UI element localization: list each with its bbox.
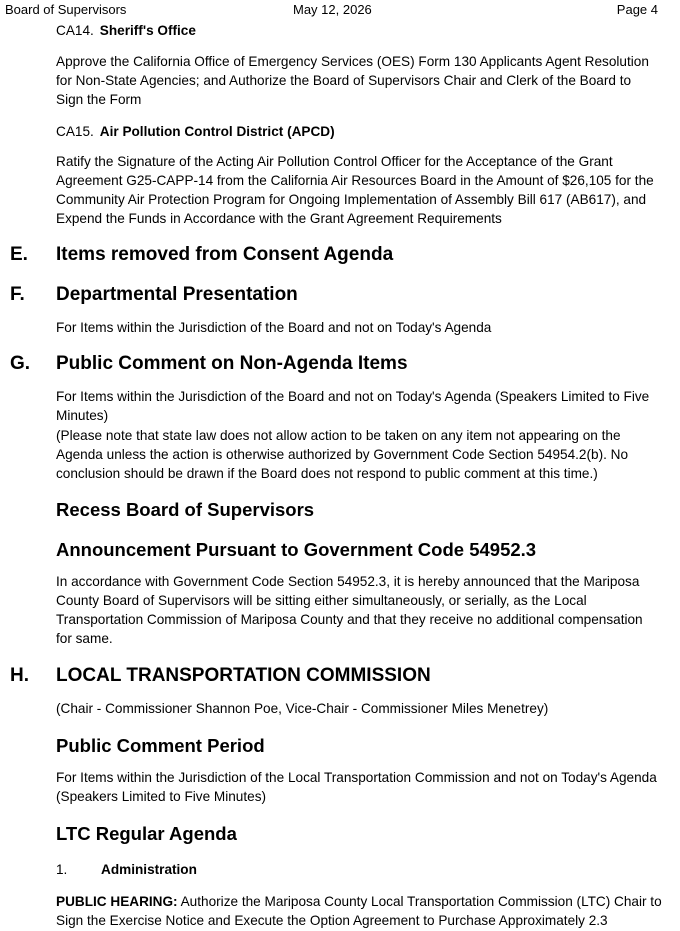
ca15-description: Ratify the Signature of the Acting Air Pollution Control Officer for the Acceptance of the Grant Agreement G25-CAPP-14 from the California Air Resources Board in the Amount of $26,105 for the Community Air Protection Program for Ongoing Implementation of Assembly Bill 617 (AB617), and Expend the Funds in Accordance with the Grant Agreement Requirements [56, 154, 654, 226]
section-e-letter: E. [10, 244, 28, 265]
section-g-title: Public Comment on Non-Agenda Items [56, 353, 408, 374]
section-e-title: Items removed from Consent Agenda [56, 244, 394, 265]
ca15-number: CA15. [56, 124, 94, 139]
ca15-heading [56, 123, 335, 141]
public-hearing-text: Authorize the Mariposa County Local Transportation Commission (LTC) Chair to Sign the Exercise Notice and Execute the Option Agreement to Purchase Approximately 2.3 [56, 894, 662, 928]
announcement-title: Announcement Pursuant to Government Code 54952.3 [56, 539, 537, 560]
ca15-department: Air Pollution Control District (APCD) [99, 124, 335, 139]
section-f-title: Departmental Presentation [56, 284, 298, 305]
ca14-number: CA14. [56, 23, 94, 38]
ltc-item-1-heading [56, 861, 197, 879]
ca14-description: Approve the California Office of Emergency Services (OES) Form 130 Applicants Agent Resolution for Non-State Agencies; and Authorize the Board of Supervisors Chair and Clerk of the Board to Sign the Form [56, 54, 649, 107]
announcement-text: In accordance with Government Code Section 54952.3, it is hereby announced that the Mariposa County Board of Supervisors will be sitting either simultaneously, or serially, as the Local Transportation Commission of Mariposa County and that they receive no additional compensation for same. [56, 574, 643, 646]
section-h-text: (Chair - Commissioner Shannon Poe, Vice-Chair - Commissioner Miles Menetrey) [56, 701, 549, 716]
ca14-department: Sheriff's Office [99, 23, 196, 38]
header-date: May 12, 2026 [293, 2, 372, 17]
section-h-letter: H. [10, 665, 29, 686]
header-page-number: Page 4 [616, 2, 658, 17]
public-hearing-label: PUBLIC HEARING: [56, 894, 178, 909]
recess-title: Recess Board of Supervisors [56, 499, 315, 520]
section-g-text-2: (Please note that state law does not allow action to be taken on any item not appearing on the Agenda unless the action is otherwise authorized by Government Code Section 54954.2(b). No conclusion should be drawn if the Board does not respond to public comment at this time.) [56, 428, 629, 481]
public-comment-period-text: For Items within the Jurisdiction of the Local Transportation Commission and not on Today's Agenda (Speakers Limited to Five Minutes) [56, 770, 657, 804]
section-f-letter: F. [10, 284, 25, 305]
ltc-item-1-number: 1. [56, 862, 68, 877]
section-g-text-1: For Items within the Jurisdiction of the Board and not on Today's Agenda (Speakers Limited to Five Minutes) [56, 389, 650, 423]
section-h-title: LOCAL TRANSPORTATION COMMISSION [56, 665, 431, 686]
ltc-regular-agenda-title: LTC Regular Agenda [56, 823, 237, 844]
public-comment-period-title: Public Comment Period [56, 735, 265, 756]
ca14-heading [56, 22, 196, 40]
section-f-text: For Items within the Jurisdiction of the Board and not on Today's Agenda [56, 320, 492, 335]
public-hearing-paragraph [56, 892, 662, 930]
section-g-letter: G. [10, 353, 31, 374]
header-board-name: Board of Supervisors [5, 2, 127, 17]
ltc-item-1-title: Administration [101, 862, 197, 877]
